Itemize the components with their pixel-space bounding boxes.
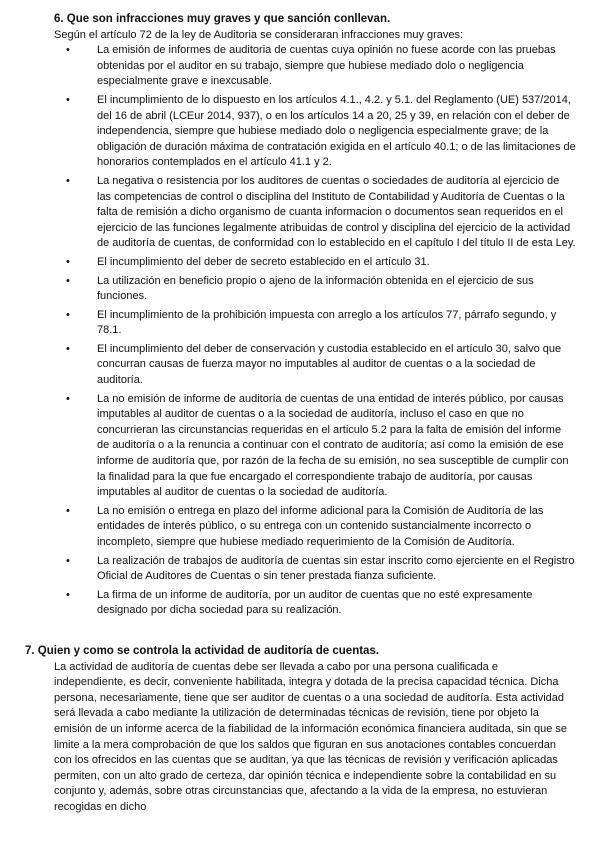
list-item xyxy=(0,504,600,551)
bullet: • xyxy=(66,44,70,57)
list-item-text: La emisión de informes de auditoria de cuentas cuya opinión no fuese acorde con las pruebas obtenidas por el auditor en su trabajo, siempre que hubiese mediado dolo o negligencia especialmente grave e inexcusable. xyxy=(97,44,556,88)
list-item-text: La no emisión o entrega en plazo del informe adicional para la Comisión de Auditoría de las entidades de interés público, o su entrega con un contenido sustancialmente incorrecto o incompleto, siempre que hubiese mediado requerimiento de la Comisión de Auditoría. xyxy=(97,504,544,548)
list-item xyxy=(0,255,600,271)
list-item-text: La utilización en beneficio propio o ajeno de la información obtenida en el ejercicio de sus funciones. xyxy=(97,274,534,303)
bullet: • xyxy=(66,308,70,321)
bullet: • xyxy=(66,93,70,106)
list-item-text: El incumplimiento de lo dispuesto en los artículos 4.1., 4.2. y 5.1. del Reglamento (UE) 537/2014, del 16 de abril (LCEur 2014, 937), o en los artículos 14 a 20, 25 y 39, en relación con el deber de independencia, siempre que hubiese mediado dolo o negligencia especialmente grave; de la obligación de duración máxima de contratación exigida en el artículo 40.1; o de las limitaciones de honorarios contemplados en el artículo 41.1 y 2. xyxy=(97,93,576,169)
list-item-text: El incumplimiento del deber de conservación y custodia establecido en el artículo 30, salvo que concurran causas de fuerza mayor no imputables al auditor de cuentas o a la sociedad de auditoría. xyxy=(97,342,562,387)
section-6-heading: 6. Que son infracciones muy graves y que sanción conllevan. xyxy=(54,13,391,25)
section-7 xyxy=(0,644,600,816)
list-item xyxy=(0,588,600,619)
list-item-text: La negativa o resistencia por los auditores de cuentas o sociedades de auditoría al ejercicio de las competencias de control o disciplina del Instituto de Contabilidad y Auditoría de Cuentas o la falta de remisión a dicho organismo de cuanta informacion o documentos sean requeridos en el ejercicio de las funciones legalmente atribuidas de control y disciplina del ejercicio de la actividad de auditoría de cuentas, de conformidad con lo establecido en el capítulo I del título II de esta Ley. xyxy=(97,174,576,250)
bullet: • xyxy=(66,504,70,517)
list-item xyxy=(0,274,600,305)
section-7-paragraph: La actividad de auditoría de cuentas debe ser llevada a cabo por una persona cualificada e independiente, es decir, conveniente habilitada, integra y dotada de la precisa capacidad técnica. Dicha persona, necesariamente, tiene que ser auditor de cuentas o a una sociedad de auditoría. Esta actividad será llevada a cabo mediante la utilización de determinadas técnicas de revisión, tiene por objeto la emisión de un informe acerca de la fiabilidad de la información económica financiera auditada, sin que se limite a la mera comprobación de que los saldos que figuran en sus anotaciones contables concuerdan con los ofrecidos en las cuentas que se auditan, ya que las técnicas de revisión y verificación aplicadas permiten, con un alto grado de certeza, dar opinión técnica e independiente sobre la contabilidad en su conjunto y, además, sobre otras circunstancias que, afectando a la vida de la empresa, no estuvieran recogidas en dicho xyxy=(54,660,568,813)
bullet: • xyxy=(66,588,70,601)
list-item xyxy=(0,342,600,389)
list-item-text: El incumplimiento del deber de secreto establecido en el artículo 31. xyxy=(97,255,430,268)
section-6 xyxy=(0,12,600,622)
bullet: • xyxy=(66,274,70,287)
section-7-heading: 7. Quien y como se controla la actividad de auditoría de cuentas. xyxy=(25,645,380,657)
list-item xyxy=(0,554,600,585)
bullet: • xyxy=(66,255,70,268)
infractions-list xyxy=(0,43,600,619)
list-item xyxy=(0,174,600,252)
bullet: • xyxy=(66,174,70,187)
list-item xyxy=(0,93,600,171)
section-6-intro: Según el artículo 72 de la ley de Auditoria se consideraran infracciones muy graves: xyxy=(54,28,464,41)
bullet: • xyxy=(66,392,70,405)
list-item xyxy=(0,308,600,339)
list-item-text: La no emisión de informe de auditoría de cuentas de una entidad de interés público, por causas imputables al auditor de cuentas o a la sociedad de auditoría, incluso el caso en que no concurrieran las circunstancias requeridas en el articulo 5.2 para la falta de emisión del informe de auditoría o a la renuncia a continuar con el contrato de auditoría; así como la emisión de ese informe de auditoría que, por razón de la fecha de su emisión, no sea susceptible de cumplir con la finalidad para la que fue encargado el correspondiente trabajo de auditoría, por causas imputables al auditor de cuentas o la sociedad de auditoría. xyxy=(97,392,569,499)
list-item xyxy=(0,43,600,90)
list-item-text: La firma de un informe de auditoría, por un auditor de cuentas que no esté expresamente designado por dicha sociedad para su realización. xyxy=(97,588,533,617)
list-item-text: La realización de trabajos de auditoría de cuentas sin estar inscrito como ejerciente en el Registro Oficial de Auditores de Cuentas o sin tener prestada fianza suficiente. xyxy=(97,554,575,583)
list-item-text: El incumplimiento de la prohibición impuesta con arreglo a los artículos 77, párrafo segundo, y 78.1. xyxy=(97,308,557,337)
bullet: • xyxy=(66,342,70,355)
list-item xyxy=(0,392,600,501)
bullet: • xyxy=(66,554,70,567)
